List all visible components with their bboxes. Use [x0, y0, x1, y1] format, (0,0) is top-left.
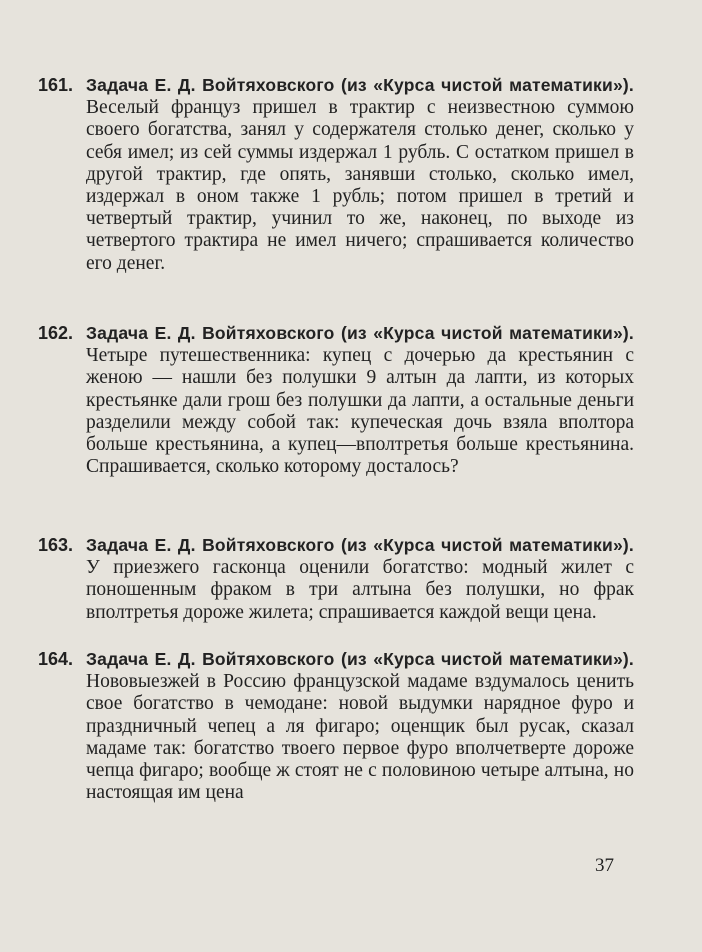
problem-body [86, 74, 634, 275]
problem-heading: Задача Е. Д. Войтяховского (из «Курса чистой математики»). [86, 75, 634, 95]
problem-body [86, 534, 634, 624]
problem-164 [38, 648, 634, 804]
problem-heading: Задача Е. Д. Войтяховского (из «Курса чистой математики»). [86, 535, 634, 555]
problem-body [86, 648, 634, 804]
problem-text: Нововыезжей в Россию французской мадаме вздумалось ценить свое богатство в чемодане: новой выдумки нарядное фуро и праздничный чепец а ля фигаро; оценщик был русак, сказал мадаме так: богатство твоего первое фуро вполчетверте дороже чепца фигаро; вообще ж стоят не с половиною четыре алтына, но настоящая им цена [86, 671, 634, 804]
problem-162 [38, 322, 634, 478]
problem-heading: Задача Е. Д. Войтяховского (из «Курса чистой математики»). [86, 323, 634, 343]
problem-body [86, 322, 634, 478]
problem-text: Четыре путешественника: купец с дочерью да крестьянин с женою — нашли без полушки 9 алтын да лапти, из которых крестьянке дали грош без полушки да лапти, а остальные деньги разделили между собой так: купеческая дочь взяла вполтора больше крестьянина, а купец—вполтретья больше крестьянина. Спрашивается, сколько которому досталось? [86, 345, 634, 478]
problem-text: Веселый француз пришел в трактир с неизвестною суммою своего богатства, занял у содержателя столько денег, сколько у себя имел; из сей суммы издержал 1 рубль. С остатком пришел в другой трактир, где опять, занявши столько, сколько имел, издержал в оном также 1 рубль; потом пришел в третий и четвертый трактир, учинил то же, наконец, по выходе из четвертого трактира не имел ничего; спрашивается количество его денег. [86, 97, 634, 274]
problem-text: У приезжего гасконца оценили богатство: модный жилет с поношенным фраком в три алтына без полушки, но фрак вполтретья дороже жилета; спрашивается каждой вещи цена. [86, 557, 634, 623]
problem-161 [38, 74, 634, 275]
problem-number: 164. [38, 649, 74, 669]
problem-163 [38, 534, 634, 624]
problem-number: 163. [38, 535, 74, 555]
problem-heading: Задача Е. Д. Войтяховского (из «Курса чистой математики»). [86, 649, 634, 669]
problem-number: 162. [38, 323, 74, 343]
page-number: 37 [595, 855, 614, 876]
problem-number: 161. [38, 75, 74, 95]
